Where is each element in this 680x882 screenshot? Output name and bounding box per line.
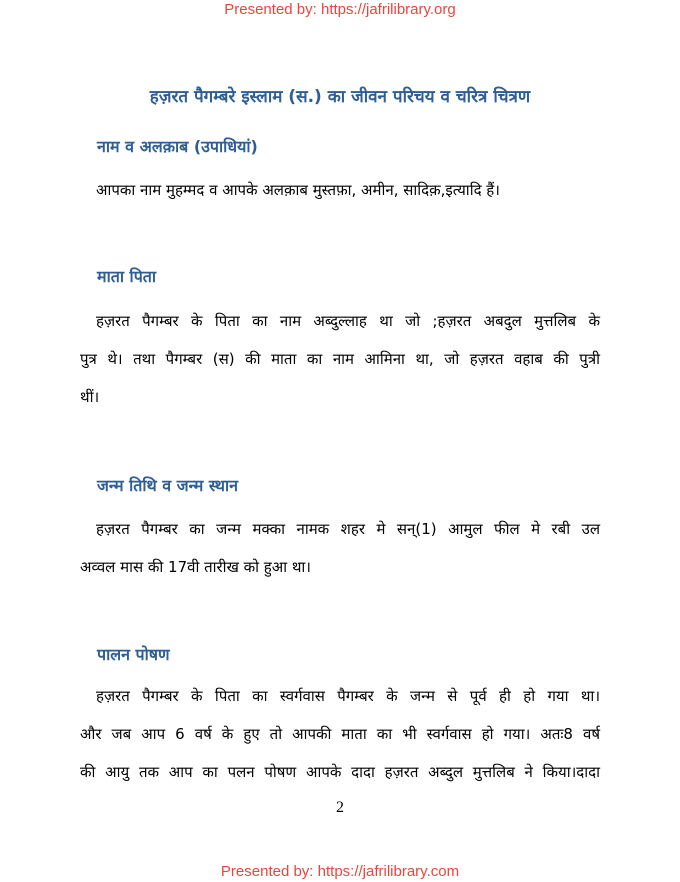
section-heading-birth-date-place: जन्म तिथि व जन्म स्थान bbox=[97, 476, 239, 495]
paragraph-line: हज़रत पैगम्बर के पिता का नाम अब्दुल्लाह था जो ;हज़रत अबदुल मुत्तलिब के bbox=[96, 312, 600, 330]
section-paragraph-name-titles bbox=[80, 171, 600, 209]
paragraph-line: और जब आप 6 वर्ष के हुए तो आपकी माता का भी स्वर्गवास हो गया। अतः8 वर्ष bbox=[80, 725, 600, 743]
section-paragraph-upbringing bbox=[80, 677, 600, 791]
section-heading-name-titles: नाम व अलक़ाब (उपाधियां) bbox=[97, 137, 258, 156]
paragraph-line: की आयु तक आप का पलन पोषण आपके दादा हज़रत अब्दुल मुत्तलिब ने किया।दादा bbox=[80, 763, 600, 781]
page-title: हज़रत पैगम्बरे इस्लाम (स.) का जीवन परिचय व चरित्र चित्रण bbox=[149, 87, 531, 107]
paragraph-line: आपका नाम मुहम्मद व आपके अलक़ाब मुस्तफ़ा, अमीन, सादिक़,इत्यादि हैं। bbox=[96, 181, 500, 199]
presented-by-banner-top: Presented by: https://jafrilibrary.org bbox=[224, 1, 456, 18]
presented-by-banner-bottom: Presented by: https://jafrilibrary.com bbox=[220, 863, 460, 880]
paragraph-line: थीं। bbox=[80, 388, 100, 406]
paragraph-line: पुत्र थे। तथा पैगम्बर (स) की माता का नाम आमिना था, जो हज़रत वहाब की पुत्री bbox=[80, 350, 600, 368]
section-heading-upbringing: पालन पोषण bbox=[97, 645, 170, 664]
section-paragraph-birth-date-place bbox=[80, 510, 600, 586]
section-heading-parents: माता पिता bbox=[97, 267, 157, 286]
paragraph-line: हज़रत पैगम्बर के पिता का स्वर्गवास पैगम्बर के जन्म से पूर्व ही हो गया था। bbox=[96, 687, 600, 705]
section-paragraph-parents bbox=[80, 302, 600, 416]
paragraph-line: हज़रत पैगम्बर का जन्म मक्का नामक शहर मे सन्(1) आमुल फील मे रबी उल bbox=[96, 520, 600, 538]
page-number: 2 bbox=[336, 799, 344, 816]
paragraph-line: अव्वल मास की 17वी तारीख को हुआ था। bbox=[80, 558, 311, 576]
